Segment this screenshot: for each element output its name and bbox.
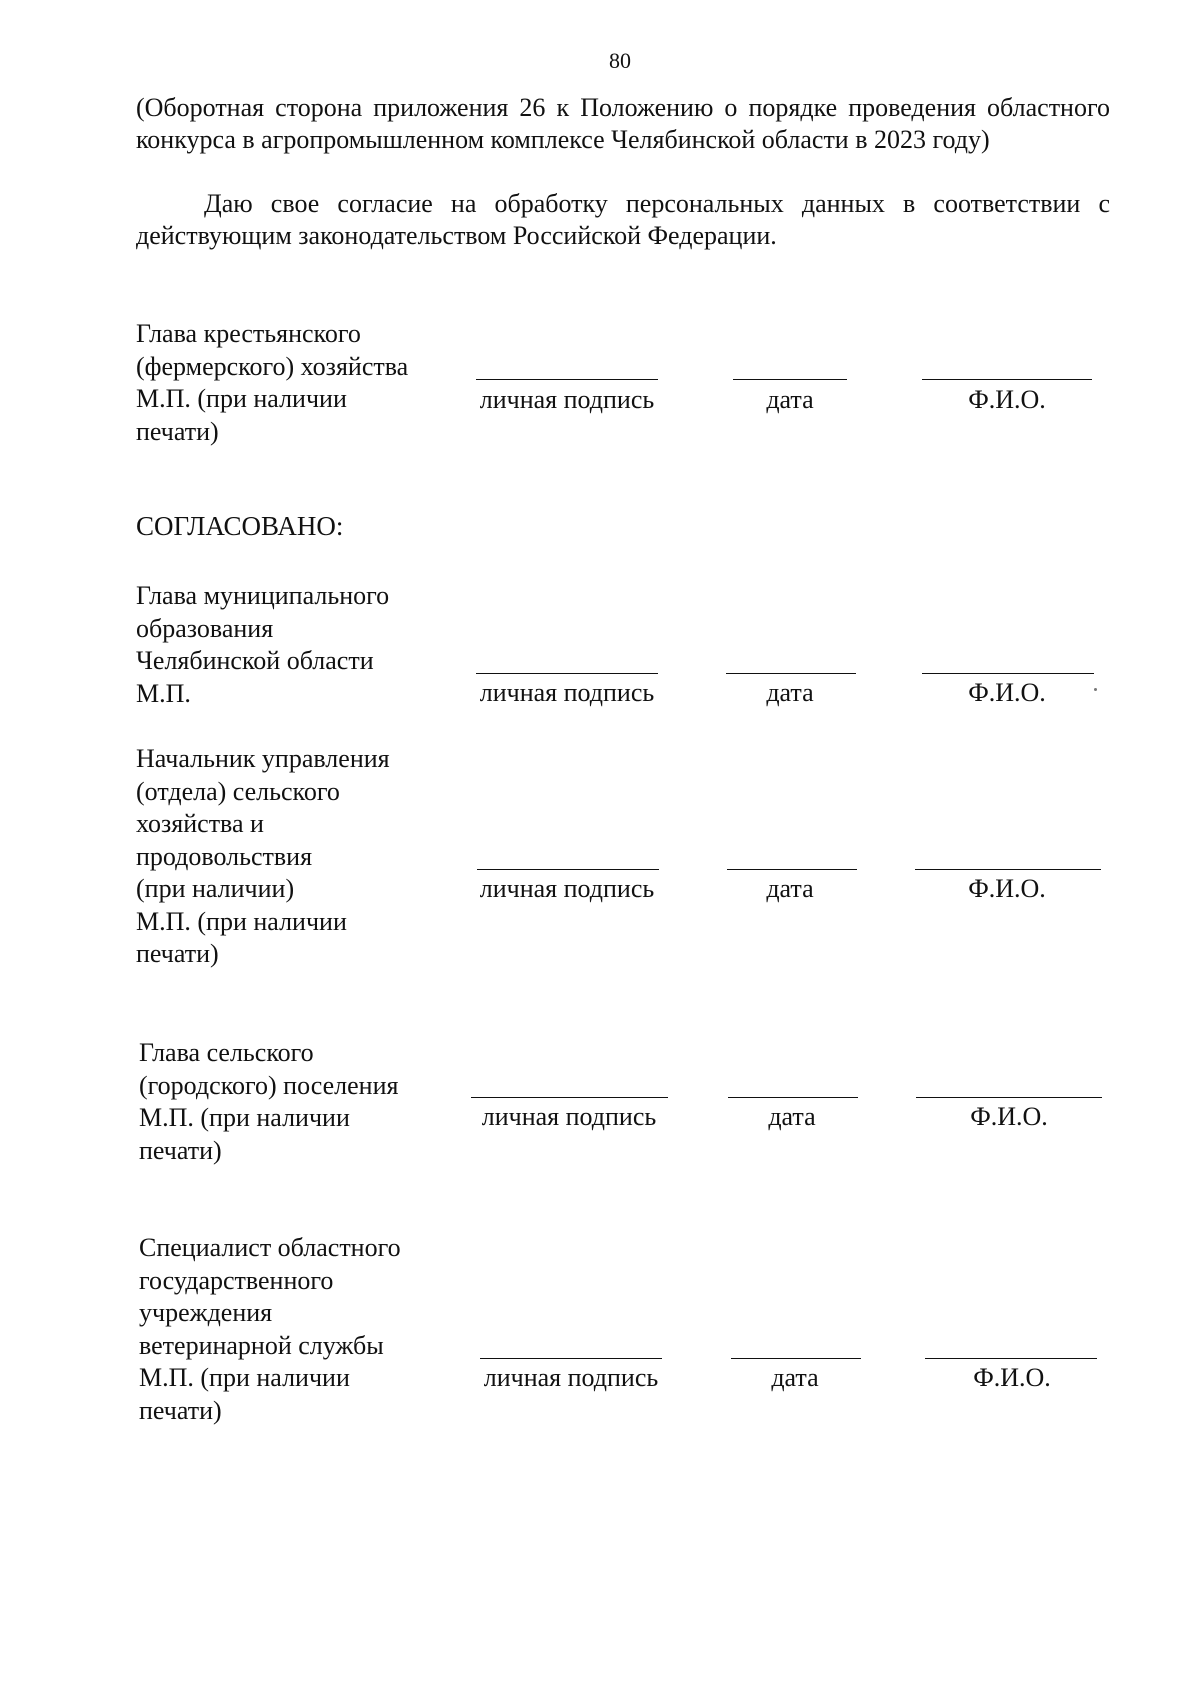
label-line: М.П.	[136, 678, 191, 708]
label-line: печати)	[136, 939, 219, 968]
date-caption: дата	[766, 678, 814, 707]
label-line: учреждения	[139, 1298, 273, 1327]
scan-speck	[1094, 688, 1097, 691]
label-line: Глава сельского	[139, 1038, 314, 1067]
label-line: (отдела) сельского	[136, 776, 340, 806]
label-line: Челябинской области	[136, 646, 374, 675]
date-line[interactable]	[727, 869, 857, 870]
label-line: (фермерского) хозяйства	[136, 351, 409, 381]
signature-caption: личная подпись	[483, 1363, 659, 1392]
label-line: (городского) поселения	[139, 1070, 399, 1100]
fio-caption: Ф.И.О.	[968, 678, 1046, 707]
date-line[interactable]	[731, 1358, 861, 1359]
label-line: государственного	[139, 1265, 334, 1295]
consent-text: Даю свое согласие на обработку персональных данных в соответствии с действующим законодательством Российской Федерации.	[136, 189, 1110, 250]
label-line: печати)	[139, 1135, 222, 1165]
signature-line[interactable]	[477, 869, 659, 870]
fio-caption: Ф.И.О.	[970, 1102, 1048, 1131]
fio-caption: Ф.И.О.	[968, 385, 1046, 414]
agreed-heading: СОГЛАСОВАНО:	[136, 511, 344, 541]
block-label	[136, 580, 466, 710]
date-caption: дата	[766, 874, 814, 903]
label-line: Глава муниципального	[136, 581, 390, 610]
signature-line[interactable]	[476, 673, 658, 674]
label-line: (при наличии)	[136, 874, 295, 903]
label-line: М.П. (при наличии	[139, 1103, 350, 1132]
signature-line[interactable]	[476, 379, 658, 380]
label-line: ветеринарной службы	[139, 1330, 384, 1360]
fio-line[interactable]	[915, 869, 1101, 870]
label-line: образования	[136, 613, 274, 643]
label-line: Начальник управления	[136, 744, 390, 773]
label-line: М.П. (при наличии	[136, 384, 347, 413]
fio-caption: Ф.И.О.	[968, 874, 1046, 903]
label-line: Специалист областного	[139, 1233, 401, 1262]
fio-caption: Ф.И.О.	[973, 1363, 1051, 1392]
date-line[interactable]	[726, 673, 856, 674]
date-line[interactable]	[728, 1097, 858, 1098]
block-label	[136, 318, 466, 448]
label-line: Глава крестьянского	[136, 319, 361, 348]
fio-line[interactable]	[922, 673, 1094, 674]
block-label	[139, 1232, 469, 1427]
date-caption: дата	[766, 385, 814, 414]
date-line[interactable]	[733, 379, 847, 380]
fio-line[interactable]	[922, 379, 1092, 380]
label-line: печати)	[136, 416, 219, 446]
fio-line[interactable]	[925, 1358, 1097, 1359]
signature-caption: личная подпись	[479, 874, 655, 903]
label-line: продовольствия	[136, 841, 313, 871]
signature-caption: личная подпись	[479, 385, 655, 414]
date-caption: дата	[771, 1363, 819, 1392]
signature-line[interactable]	[480, 1358, 662, 1359]
label-line: М.П. (при наличии	[136, 906, 347, 936]
label-line: М.П. (при наличии	[139, 1363, 350, 1392]
signature-caption: личная подпись	[479, 678, 655, 707]
page-number: 80	[609, 48, 631, 73]
label-line: печати)	[139, 1395, 222, 1425]
block-label	[139, 1037, 469, 1167]
fio-line[interactable]	[916, 1097, 1102, 1098]
header-note: (Оборотная сторона приложения 26 к Положению о порядке проведения областного конкурса в агропромышленном комплексе Челябинской области в 2023 году)	[136, 93, 1110, 154]
signature-caption: личная подпись	[481, 1102, 657, 1131]
block-label	[136, 743, 466, 971]
signature-line[interactable]	[471, 1097, 668, 1098]
date-caption: дата	[768, 1102, 816, 1131]
label-line: хозяйства и	[136, 809, 264, 838]
